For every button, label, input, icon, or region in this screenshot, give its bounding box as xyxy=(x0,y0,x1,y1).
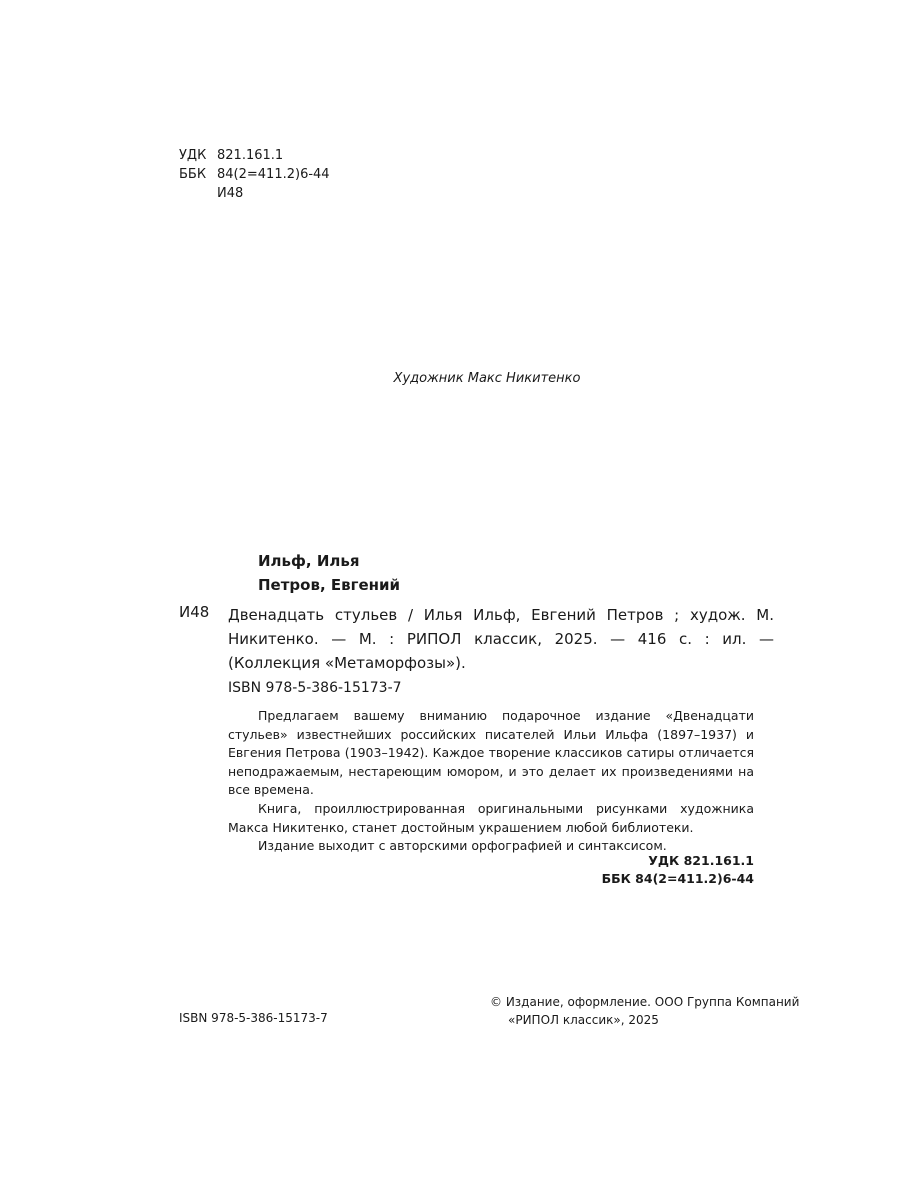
bbk-label: ББК xyxy=(179,167,207,182)
isbn: ISBN 978-5-386-15173-7 xyxy=(228,680,402,696)
bbk-code: ББК 84(2=411.2)6-44 xyxy=(601,871,754,886)
author-mark: И48 xyxy=(217,186,244,201)
udk-value: 821.161.1 xyxy=(217,148,284,163)
annotation xyxy=(228,707,754,856)
index-mark: И48 xyxy=(179,603,210,621)
udk-label: УДК xyxy=(179,148,207,163)
header-codes xyxy=(179,146,330,203)
artist-credit: Художник Макс Никитенко xyxy=(393,371,581,386)
copyright-notice xyxy=(490,993,799,1029)
copyright-line-1: © Издание, оформление. ООО Группа Компаний xyxy=(490,995,800,1009)
annotation-paragraph: Книга, проиллюстрированная оригинальными рисунками художника Макса Никитенко, станет достойным украшением любой библиотеки. xyxy=(228,800,754,835)
bbk-row xyxy=(179,165,330,184)
classification-codes xyxy=(560,852,754,888)
authors xyxy=(258,549,400,597)
annotation-paragraph: Издание выходит с авторскими орфографией и синтаксисом. xyxy=(258,838,667,854)
udk-code: УДК 821.161.1 xyxy=(648,853,754,868)
copyright-line-2: «РИПОЛ классик», 2025 xyxy=(508,1013,659,1027)
author-petrov: Петров, Евгений xyxy=(258,576,401,594)
bbk-value: 84(2=411.2)6-44 xyxy=(217,167,330,182)
footer-isbn: ISBN 978-5-386-15173-7 xyxy=(179,1011,328,1025)
bibliographic-description: Двенадцать стульев / Илья Ильф, Евгений Петров ; худож. М. Никитенко. — М. : РИПОЛ классик, 2025. — 416 с. : ил. — (Коллекция «Метаморфозы»). xyxy=(228,606,774,672)
annotation-paragraph: Предлагаем вашему вниманию подарочное издание «Двенадцати стульев» известнейших российских писателей Ильи Ильфа (1897–1937) и Евгения Петрова (1903–1942). Каждое творение классиков сатиры отличается неподражаемым, нестареющим юмором, и это делает их произведениями на все времена. xyxy=(228,708,754,798)
author-ilf: Ильф, Илья xyxy=(258,552,360,570)
udk-row xyxy=(179,146,330,165)
